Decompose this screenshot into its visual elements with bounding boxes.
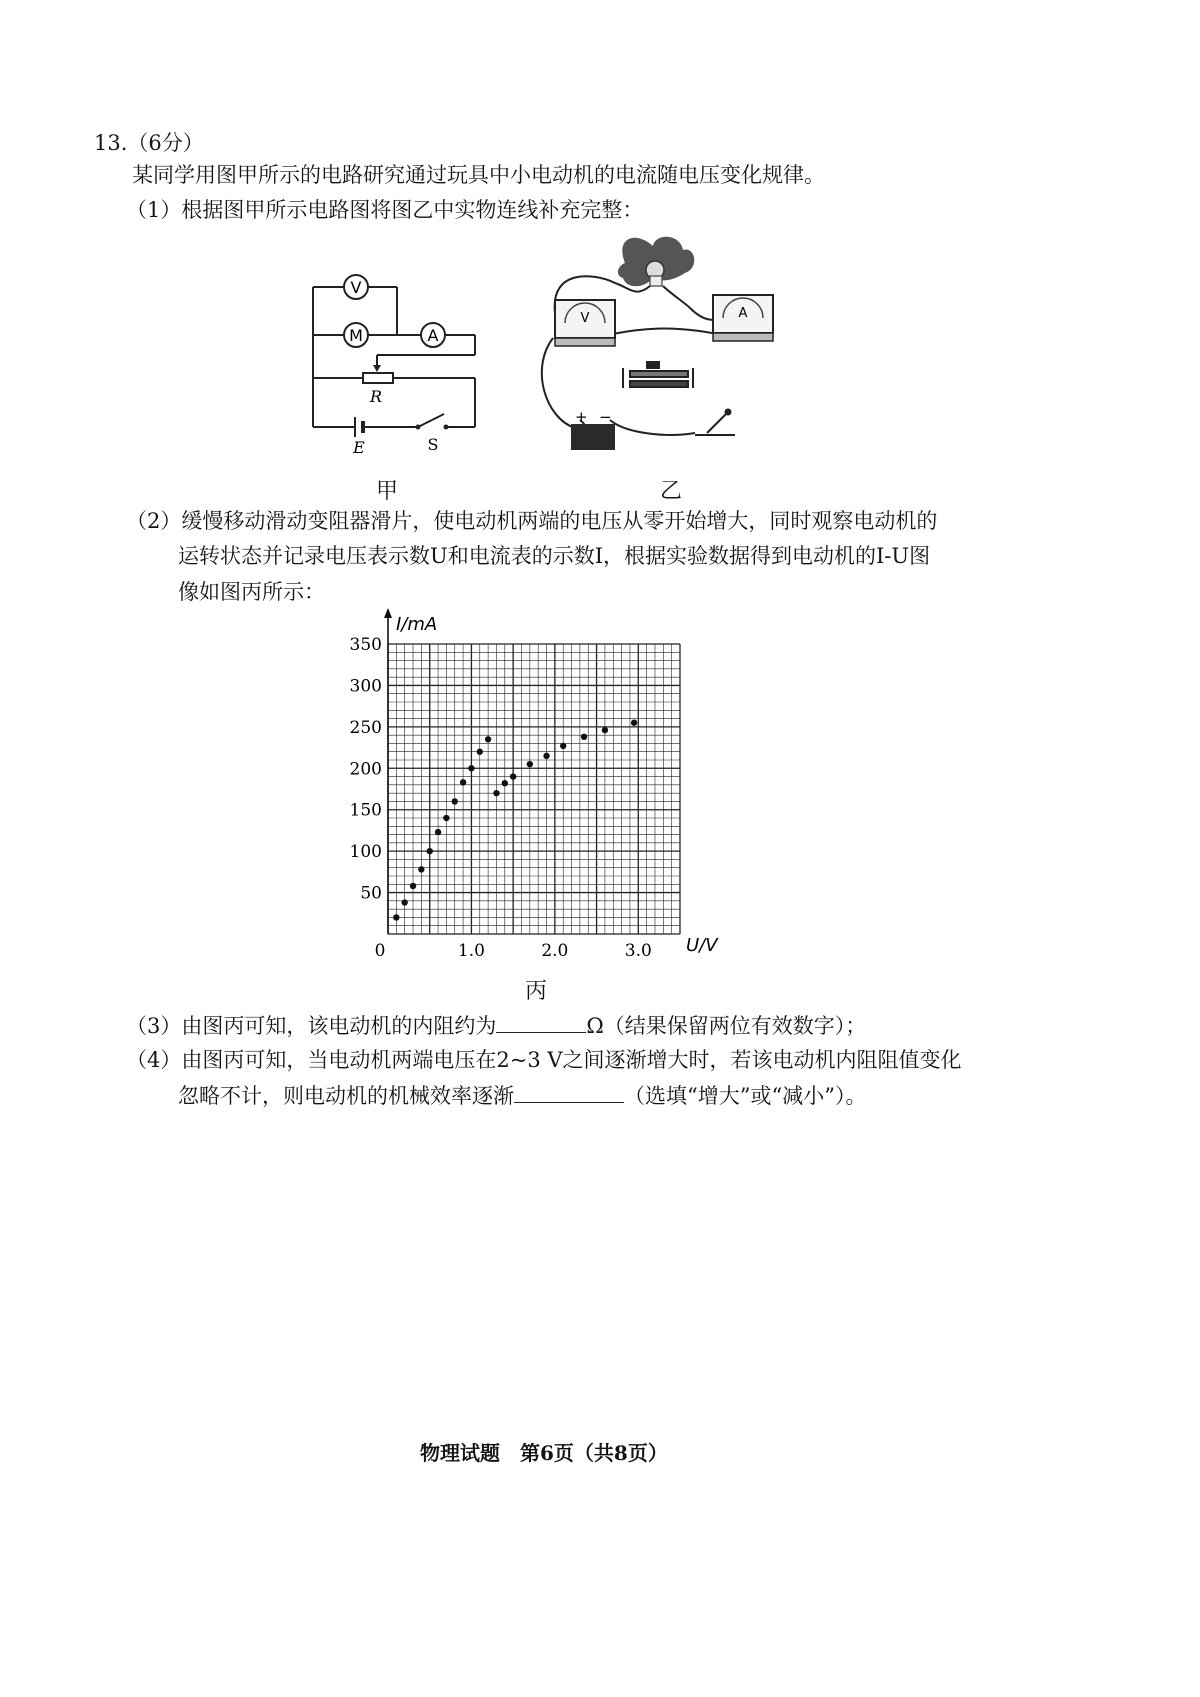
- y-tick-label: 350: [349, 635, 382, 655]
- switch-device: [695, 410, 735, 436]
- part3-after: Ω（结果保留两位有效数字）；: [586, 1014, 867, 1038]
- data-point: [393, 914, 399, 920]
- part4-before: 忽略不计，则电动机的机械效率逐渐: [178, 1084, 514, 1108]
- ammeter-device-label: A: [738, 306, 748, 321]
- caption-bing: 丙: [525, 979, 548, 1004]
- voltmeter-device: [555, 300, 615, 346]
- slider-arrow-icon: [373, 365, 381, 372]
- question-number: 13.: [94, 131, 128, 155]
- ammeter-device: [713, 295, 773, 341]
- part3-line: [126, 1010, 866, 1041]
- page-footer: 物理试题 第6页（共8页）: [420, 1441, 668, 1465]
- data-point: [485, 736, 491, 742]
- rheostat-device: [623, 362, 693, 388]
- ammeter-label: A: [427, 326, 439, 345]
- data-point: [418, 866, 424, 872]
- y-tick-label: 100: [349, 842, 382, 863]
- part2-line2: 运转状态并记录电压表示数U和电流表的示数I，根据实验数据得到电动机的I-U图: [178, 544, 931, 568]
- data-point: [527, 761, 533, 767]
- data-point: [443, 815, 449, 821]
- caption-jia: 甲: [376, 479, 399, 504]
- y-tick-label: 250: [349, 717, 382, 738]
- x-tick-label: 3.0: [624, 941, 652, 961]
- voltmeter-label: V: [350, 278, 362, 297]
- data-point: [602, 727, 608, 733]
- battery-device: [571, 408, 615, 450]
- x-axis-label: U/V: [686, 935, 718, 956]
- part2-line1: （2）缓慢移动滑动变阻器滑片，使电动机两端的电压从零开始增大，同时观察电动机的: [126, 509, 938, 533]
- data-point: [502, 780, 508, 786]
- battery-plus-label: +: [575, 408, 588, 426]
- grid-minor: [388, 644, 680, 934]
- y-tick-labels: [350, 635, 382, 904]
- y-axis-label: I/mA: [396, 614, 438, 635]
- data-point: [631, 720, 637, 726]
- part4-line1: （4）由图丙可知，当电动机两端电压在2~3 V之间逐渐增大时，若该电动机内阻阻值变化: [126, 1048, 962, 1072]
- data-point: [581, 734, 587, 740]
- y-tick-label: 50: [360, 883, 382, 904]
- question-intro: 某同学用图甲所示的电路研究通过玩具中小电动机的电流随电压变化规律。: [132, 163, 825, 187]
- x-tick-label: 0: [374, 941, 386, 961]
- data-point: [468, 765, 474, 771]
- data-point: [435, 829, 441, 835]
- x-tick-label: 1.0: [457, 941, 485, 961]
- circuit-diagram-jia: [300, 270, 490, 460]
- y-tick-label: 300: [349, 676, 382, 697]
- part2-line3: 像如图丙所示：: [178, 580, 325, 604]
- caption-yi: 乙: [660, 479, 683, 504]
- part3-answer-blank[interactable]: [496, 1010, 586, 1033]
- iu-chart: [340, 608, 740, 968]
- x-tick-label: 2.0: [541, 941, 569, 961]
- data-point: [460, 779, 466, 785]
- data-point: [452, 798, 458, 804]
- apparatus-photo-yi: [535, 228, 785, 468]
- question-number-line: [94, 128, 204, 158]
- data-point: [427, 848, 433, 854]
- motor-label: M: [349, 326, 363, 345]
- part1-text: （1）根据图甲所示电路图将图乙中实物连线补充完整：: [126, 198, 644, 222]
- y-axis-arrow-icon: [384, 608, 392, 618]
- data-point: [401, 899, 407, 905]
- part4-after: （选填“增大”或“减小”）。: [624, 1084, 867, 1108]
- voltmeter-device-label: V: [580, 311, 590, 326]
- battery-minus-label: −: [599, 408, 612, 426]
- y-tick-label: 150: [349, 800, 382, 821]
- y-tick-label: 200: [349, 759, 382, 780]
- battery-label: E: [353, 438, 365, 457]
- data-point: [543, 753, 549, 759]
- x-tick-labels: [375, 941, 652, 961]
- question-score: （6分）: [127, 131, 204, 155]
- part4-line2: [178, 1080, 866, 1111]
- data-point: [410, 883, 416, 889]
- data-point: [510, 773, 516, 779]
- data-point: [477, 749, 483, 755]
- switch-label: S: [427, 435, 439, 454]
- data-point: [493, 790, 499, 796]
- fan-icon: [618, 237, 694, 287]
- axes: [384, 608, 392, 934]
- part3-before: （3）由图丙可知，该电动机的内阻约为: [126, 1014, 497, 1038]
- data-point: [560, 743, 566, 749]
- grid-major: [388, 644, 680, 934]
- rheostat-label: R: [369, 387, 383, 406]
- part4-answer-blank[interactable]: [514, 1080, 624, 1103]
